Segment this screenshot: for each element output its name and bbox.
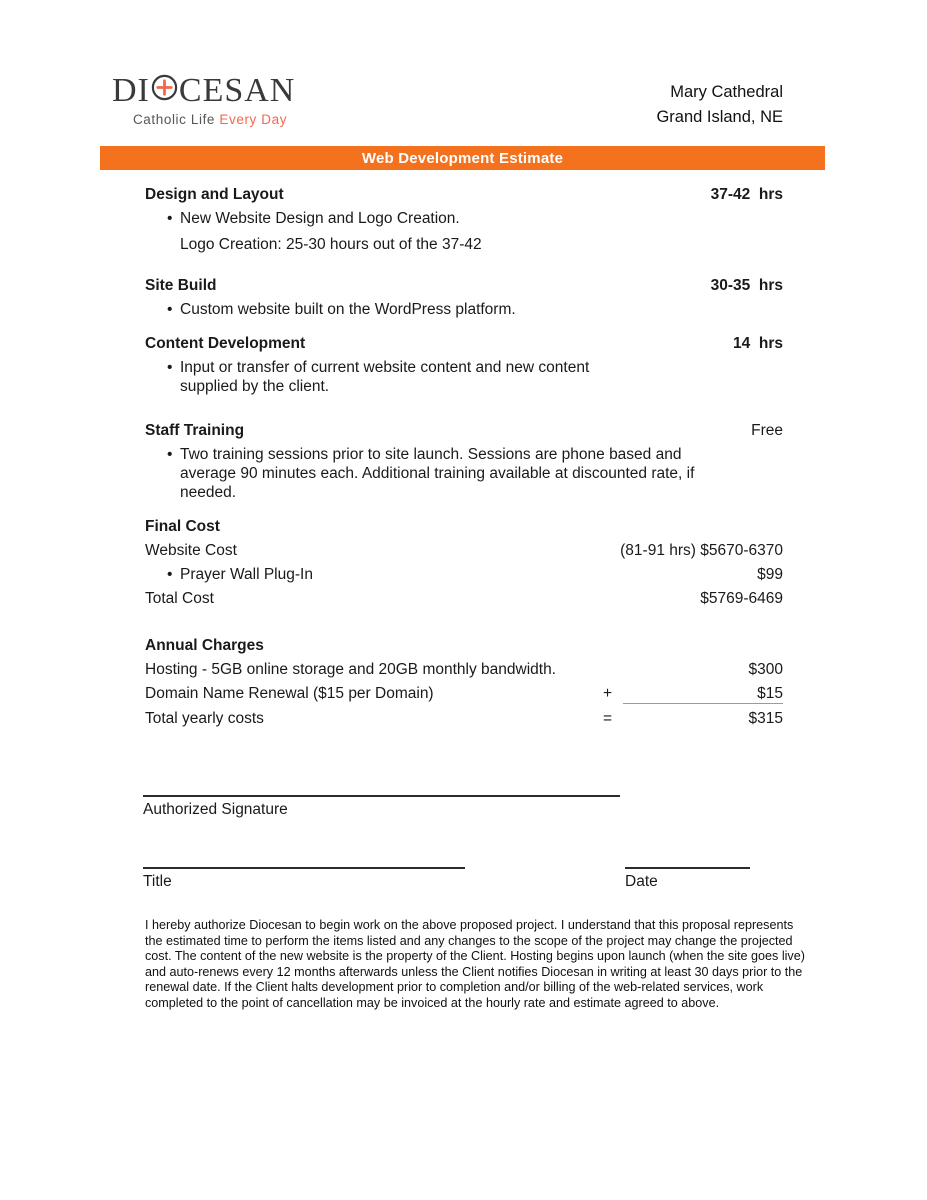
bullet-text: needed. [180, 484, 237, 501]
section-site-build [145, 276, 783, 295]
bullet-marker: • [167, 359, 173, 376]
authorized-signature-label: Authorized Signature [143, 801, 288, 818]
title-column [143, 867, 465, 891]
cross-in-circle-icon [151, 74, 178, 108]
annual-operator: + [603, 685, 613, 702]
date-line [625, 867, 750, 869]
list-item [145, 445, 783, 502]
authorized-signature-line [143, 795, 620, 797]
annual-row-hosting [145, 660, 783, 679]
section-hours: 30-35 hrs [710, 277, 783, 294]
bullet-marker: • [167, 301, 173, 318]
date-column [625, 867, 750, 891]
annual-label: Total yearly costs [145, 710, 264, 727]
annual-row-domain [145, 684, 783, 704]
section-title: Staff Training [145, 422, 245, 439]
signature-block [143, 795, 783, 891]
annual-value: $15 [623, 684, 783, 704]
cost-row-total [145, 589, 783, 608]
section-title: Site Build [145, 277, 217, 294]
annual-label: Domain Name Renewal ($15 per Domain) [145, 685, 434, 702]
bullet-text: average 90 minutes each. Additional training available at discounted rate, if [180, 465, 695, 482]
section-design-and-layout [145, 185, 783, 204]
bullet-text: Custom website built on the WordPress platform. [180, 301, 516, 318]
section-staff-training [145, 421, 783, 440]
section-hours: 14 hrs [733, 335, 783, 352]
section-title: Annual Charges [145, 637, 264, 654]
section-content-development [145, 334, 783, 353]
wordmark-left: DI [112, 72, 150, 109]
bullet-marker: • [167, 566, 173, 583]
section-annual-charges [145, 636, 783, 655]
annual-label: Hosting - 5GB online storage and 20GB monthly bandwidth. [145, 661, 556, 678]
estimate-banner [100, 146, 825, 170]
annual-operator: = [603, 710, 613, 727]
cost-row-website [145, 541, 783, 560]
cost-label-text: Prayer Wall Plug-In [180, 566, 313, 583]
list-item [145, 300, 783, 319]
bullet-marker: • [167, 446, 173, 463]
cost-row-prayer-wall [145, 565, 783, 584]
section-title: Content Development [145, 335, 306, 352]
section-title: Design and Layout [145, 186, 284, 203]
bullet-text: Two training sessions prior to site launch. Sessions are phone based and [180, 446, 682, 463]
annual-value: $315 [748, 710, 783, 727]
tagline-gray: Catholic Life [132, 112, 220, 127]
annual-value: $300 [748, 661, 783, 678]
bullet-marker: • [167, 210, 173, 227]
annual-row-total [145, 709, 783, 728]
section-hours: 37-42 hrs [710, 186, 783, 203]
cost-label: Website Cost [145, 542, 237, 559]
section-hours: Free [751, 422, 783, 439]
list-item [145, 209, 783, 228]
client-info [656, 80, 783, 129]
title-date-row [143, 867, 783, 891]
diocesan-logo [112, 74, 312, 127]
date-label: Date [625, 873, 658, 890]
estimate-body [145, 182, 783, 728]
section-final-cost [145, 517, 783, 536]
section-title: Final Cost [145, 518, 220, 535]
diocesan-wordmark [112, 74, 312, 108]
client-location: Grand Island, NE [656, 107, 783, 126]
title-label: Title [143, 873, 172, 890]
authorization-terms: I hereby authorize Diocesan to begin work on the above proposed project. I understand that this proposal represents the estimated time to perform the items listed and any changes to the scope of the project may change the projected cost. The content of the new website is the property of the Client. Hosting begins upon launch (when the site goes live) and auto-renews every 12 months afterwards unless the Client notifies Diocesan in writing at least 30 days prior to the renewal date. If the Client halts development prior to completion and/or billing of the web-related services, work completed to the point of cancellation may be invoiced at the hourly rate and estimate agreed to above. [145, 918, 805, 1010]
title-line [143, 867, 465, 869]
banner-title: Web Development Estimate [361, 149, 564, 167]
annual-operator [603, 660, 623, 679]
bullet-text: supplied by the client. [180, 378, 330, 395]
bullet-text: New Website Design and Logo Creation. [180, 210, 460, 227]
client-name: Mary Cathedral [670, 83, 783, 101]
list-item [145, 358, 783, 396]
bullet-text: Input or transfer of current website content and new content [180, 359, 590, 376]
design-note: Logo Creation: 25-30 hours out of the 37-42 [180, 236, 482, 253]
tagline-orange: Every Day [219, 112, 288, 127]
cost-value: (81-91 hrs) $5670-6370 [620, 542, 783, 559]
wordmark-right: CESAN [178, 72, 296, 109]
cost-label: Total Cost [145, 590, 214, 607]
cost-value: $5769-6469 [700, 590, 783, 607]
logo-tagline [112, 112, 308, 127]
cost-value: $99 [757, 566, 783, 583]
cost-label [145, 565, 757, 584]
